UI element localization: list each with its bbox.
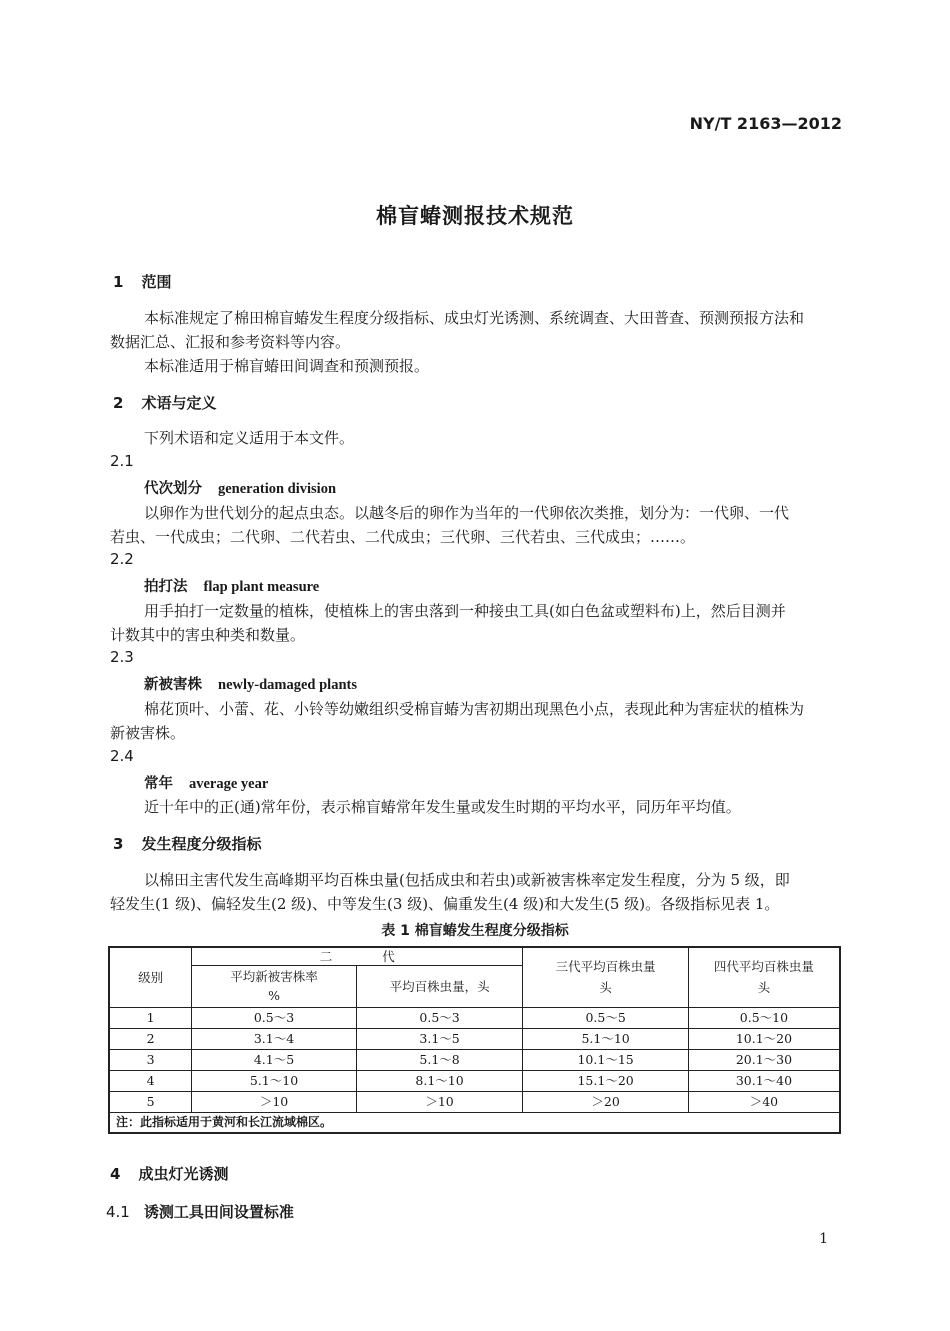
paragraph-line: 数据汇总、汇报和参考资料等内容。 — [110, 333, 351, 351]
cell-gen2-rate: 5.1～10 — [192, 1070, 357, 1091]
cell-level: 5 — [109, 1091, 192, 1112]
paragraph-line: 近十年中的正(通)常年份，表示棉盲蝽常年发生量或发生时期的平均水平，同历年平均值。 — [144, 798, 741, 816]
term-number: 2.2 — [110, 550, 134, 568]
section-title: 发生程度分级指标 — [141, 835, 262, 853]
cell-gen2-rate: ＞10 — [192, 1091, 357, 1112]
cell-gen4: ＞40 — [688, 1091, 840, 1112]
cell-gen3: 10.1～15 — [523, 1049, 689, 1070]
section-number: 4 — [110, 1165, 121, 1183]
section-number: 3 — [113, 835, 124, 853]
header-gen2-count: 平均百株虫量，头 — [356, 965, 523, 1007]
term-zh: 新被害株 — [144, 677, 202, 693]
term-heading — [144, 477, 336, 498]
paragraph-line: 以棉田主害代发生高峰期平均百株虫量(包括成虫和若虫)或新被害株率定发生程度，分为 5 级，即 — [144, 871, 790, 889]
section-4-heading — [110, 1163, 228, 1184]
subsection-4-1-heading — [106, 1201, 294, 1222]
paragraph-line: 新被害株。 — [110, 724, 186, 742]
term-zh: 拍打法 — [144, 579, 188, 595]
section-title: 范围 — [141, 273, 172, 291]
section-title: 术语与定义 — [141, 394, 217, 412]
header-gen2-rate-line1: 平均新被害株率 — [230, 969, 318, 984]
header-gen3-unit: 头 — [599, 980, 612, 996]
section-3-heading — [113, 833, 261, 854]
page-number: 1 — [819, 1231, 828, 1247]
cell-gen2-rate: 0.5～3 — [192, 1007, 357, 1028]
cell-gen3: 5.1～10 — [523, 1028, 689, 1049]
document-title: 棉盲蝽测报技术规范 — [376, 204, 574, 228]
term-number: 2.3 — [110, 648, 134, 666]
subsection-number: 4.1 — [106, 1203, 130, 1221]
cell-gen2-count: 3.1～5 — [356, 1028, 523, 1049]
section-number: 2 — [113, 394, 124, 412]
cell-level: 4 — [109, 1070, 192, 1091]
cell-gen2-count: 5.1～8 — [356, 1049, 523, 1070]
table-row — [109, 1049, 840, 1070]
header-gen2-rate — [192, 965, 357, 1007]
cell-gen2-rate: 3.1～4 — [192, 1028, 357, 1049]
standard-number: NY/T 2163—2012 — [689, 114, 842, 133]
cell-gen2-count: 8.1～10 — [356, 1070, 523, 1091]
cell-level: 3 — [109, 1049, 192, 1070]
term-number: 2.1 — [110, 452, 134, 470]
term-zh: 常年 — [144, 776, 173, 792]
cell-gen2-rate: 4.1～5 — [192, 1049, 357, 1070]
paragraph-line: 本标准适用于棉盲蝽田间调查和预测预报。 — [144, 357, 430, 375]
header-gen3 — [523, 947, 689, 1007]
cell-gen4: 0.5～10 — [688, 1007, 840, 1028]
subsection-title: 诱测工具田间设置标准 — [143, 1203, 294, 1221]
paragraph-line: 用手拍打一定数量的植株，使植株上的害虫落到一种接虫工具(如白色盆或塑料布)上，然后目测并 — [144, 602, 786, 620]
header-gen4 — [688, 947, 840, 1007]
cell-level: 2 — [109, 1028, 192, 1049]
cell-level: 1 — [109, 1007, 192, 1028]
paragraph-line: 棉花顶叶、小蕾、花、小铃等幼嫩组织受棉盲蝽为害初期出现黑色小点，表现此种为害症状的植株为 — [144, 700, 805, 718]
term-en: average year — [189, 776, 269, 792]
term-heading — [144, 772, 268, 793]
header-gen3-line1: 三代平均百株虫量 — [555, 959, 656, 975]
section-1-heading — [113, 271, 171, 292]
cell-gen2-count: 0.5～3 — [356, 1007, 523, 1028]
paragraph-line: 若虫、一代成虫；二代卵、二代若虫、二代成虫；三代卵、三代若虫、三代成虫；……。 — [110, 528, 696, 546]
header-gen2: 二 代 — [192, 947, 523, 965]
section-2-heading — [113, 392, 216, 413]
cell-gen3: 0.5～5 — [523, 1007, 689, 1028]
table-row — [109, 1070, 840, 1091]
cell-gen3: 15.1～20 — [523, 1070, 689, 1091]
table-row — [109, 1028, 840, 1049]
cell-gen4: 20.1～30 — [688, 1049, 840, 1070]
paragraph-line: 以卵作为世代划分的起点虫态。以越冬后的卵作为当年的一代卵依次类推，划分为：一代卵、一代 — [144, 504, 790, 522]
cell-gen4: 10.1～20 — [688, 1028, 840, 1049]
cell-gen2-count: ＞10 — [356, 1091, 523, 1112]
header-gen2-rate-unit: % — [268, 988, 280, 1003]
section-title: 成虫灯光诱测 — [138, 1165, 229, 1183]
header-gen4-line1: 四代平均百株虫量 — [713, 959, 814, 975]
term-heading — [144, 673, 357, 694]
section-number: 1 — [113, 273, 124, 291]
table-caption: 表 1 棉盲蝽发生程度分级指标 — [381, 923, 569, 939]
paragraph-line: 下列术语和定义适用于本文件。 — [144, 429, 355, 447]
table-note: 注：此指标适用于黄河和长江流域棉区。 — [109, 1112, 840, 1133]
term-en: newly-damaged plants — [218, 677, 357, 693]
term-en: flap plant measure — [203, 579, 320, 595]
grading-table — [108, 946, 841, 1134]
cell-gen4: 30.1～40 — [688, 1070, 840, 1091]
term-zh: 代次划分 — [144, 481, 202, 497]
header-gen4-unit: 头 — [757, 980, 771, 996]
term-number: 2.4 — [110, 747, 134, 765]
term-en: generation division — [218, 481, 337, 497]
table-row — [109, 1007, 840, 1028]
table-row — [109, 1091, 840, 1112]
paragraph-line: 计数其中的害虫种类和数量。 — [110, 626, 306, 644]
paragraph-line: 轻发生(1 级)、偏轻发生(2 级)、中等发生(3 级)、偏重发生(4 级)和大发生(5 级)。各级指标见表 1。 — [110, 895, 780, 913]
term-heading — [144, 575, 319, 596]
paragraph-line: 本标准规定了棉田棉盲蝽发生程度分级指标、成虫灯光诱测、系统调查、大田普查、预测预报方法和 — [144, 309, 805, 327]
cell-gen3: ＞20 — [523, 1091, 689, 1112]
header-level: 级别 — [109, 947, 192, 1007]
